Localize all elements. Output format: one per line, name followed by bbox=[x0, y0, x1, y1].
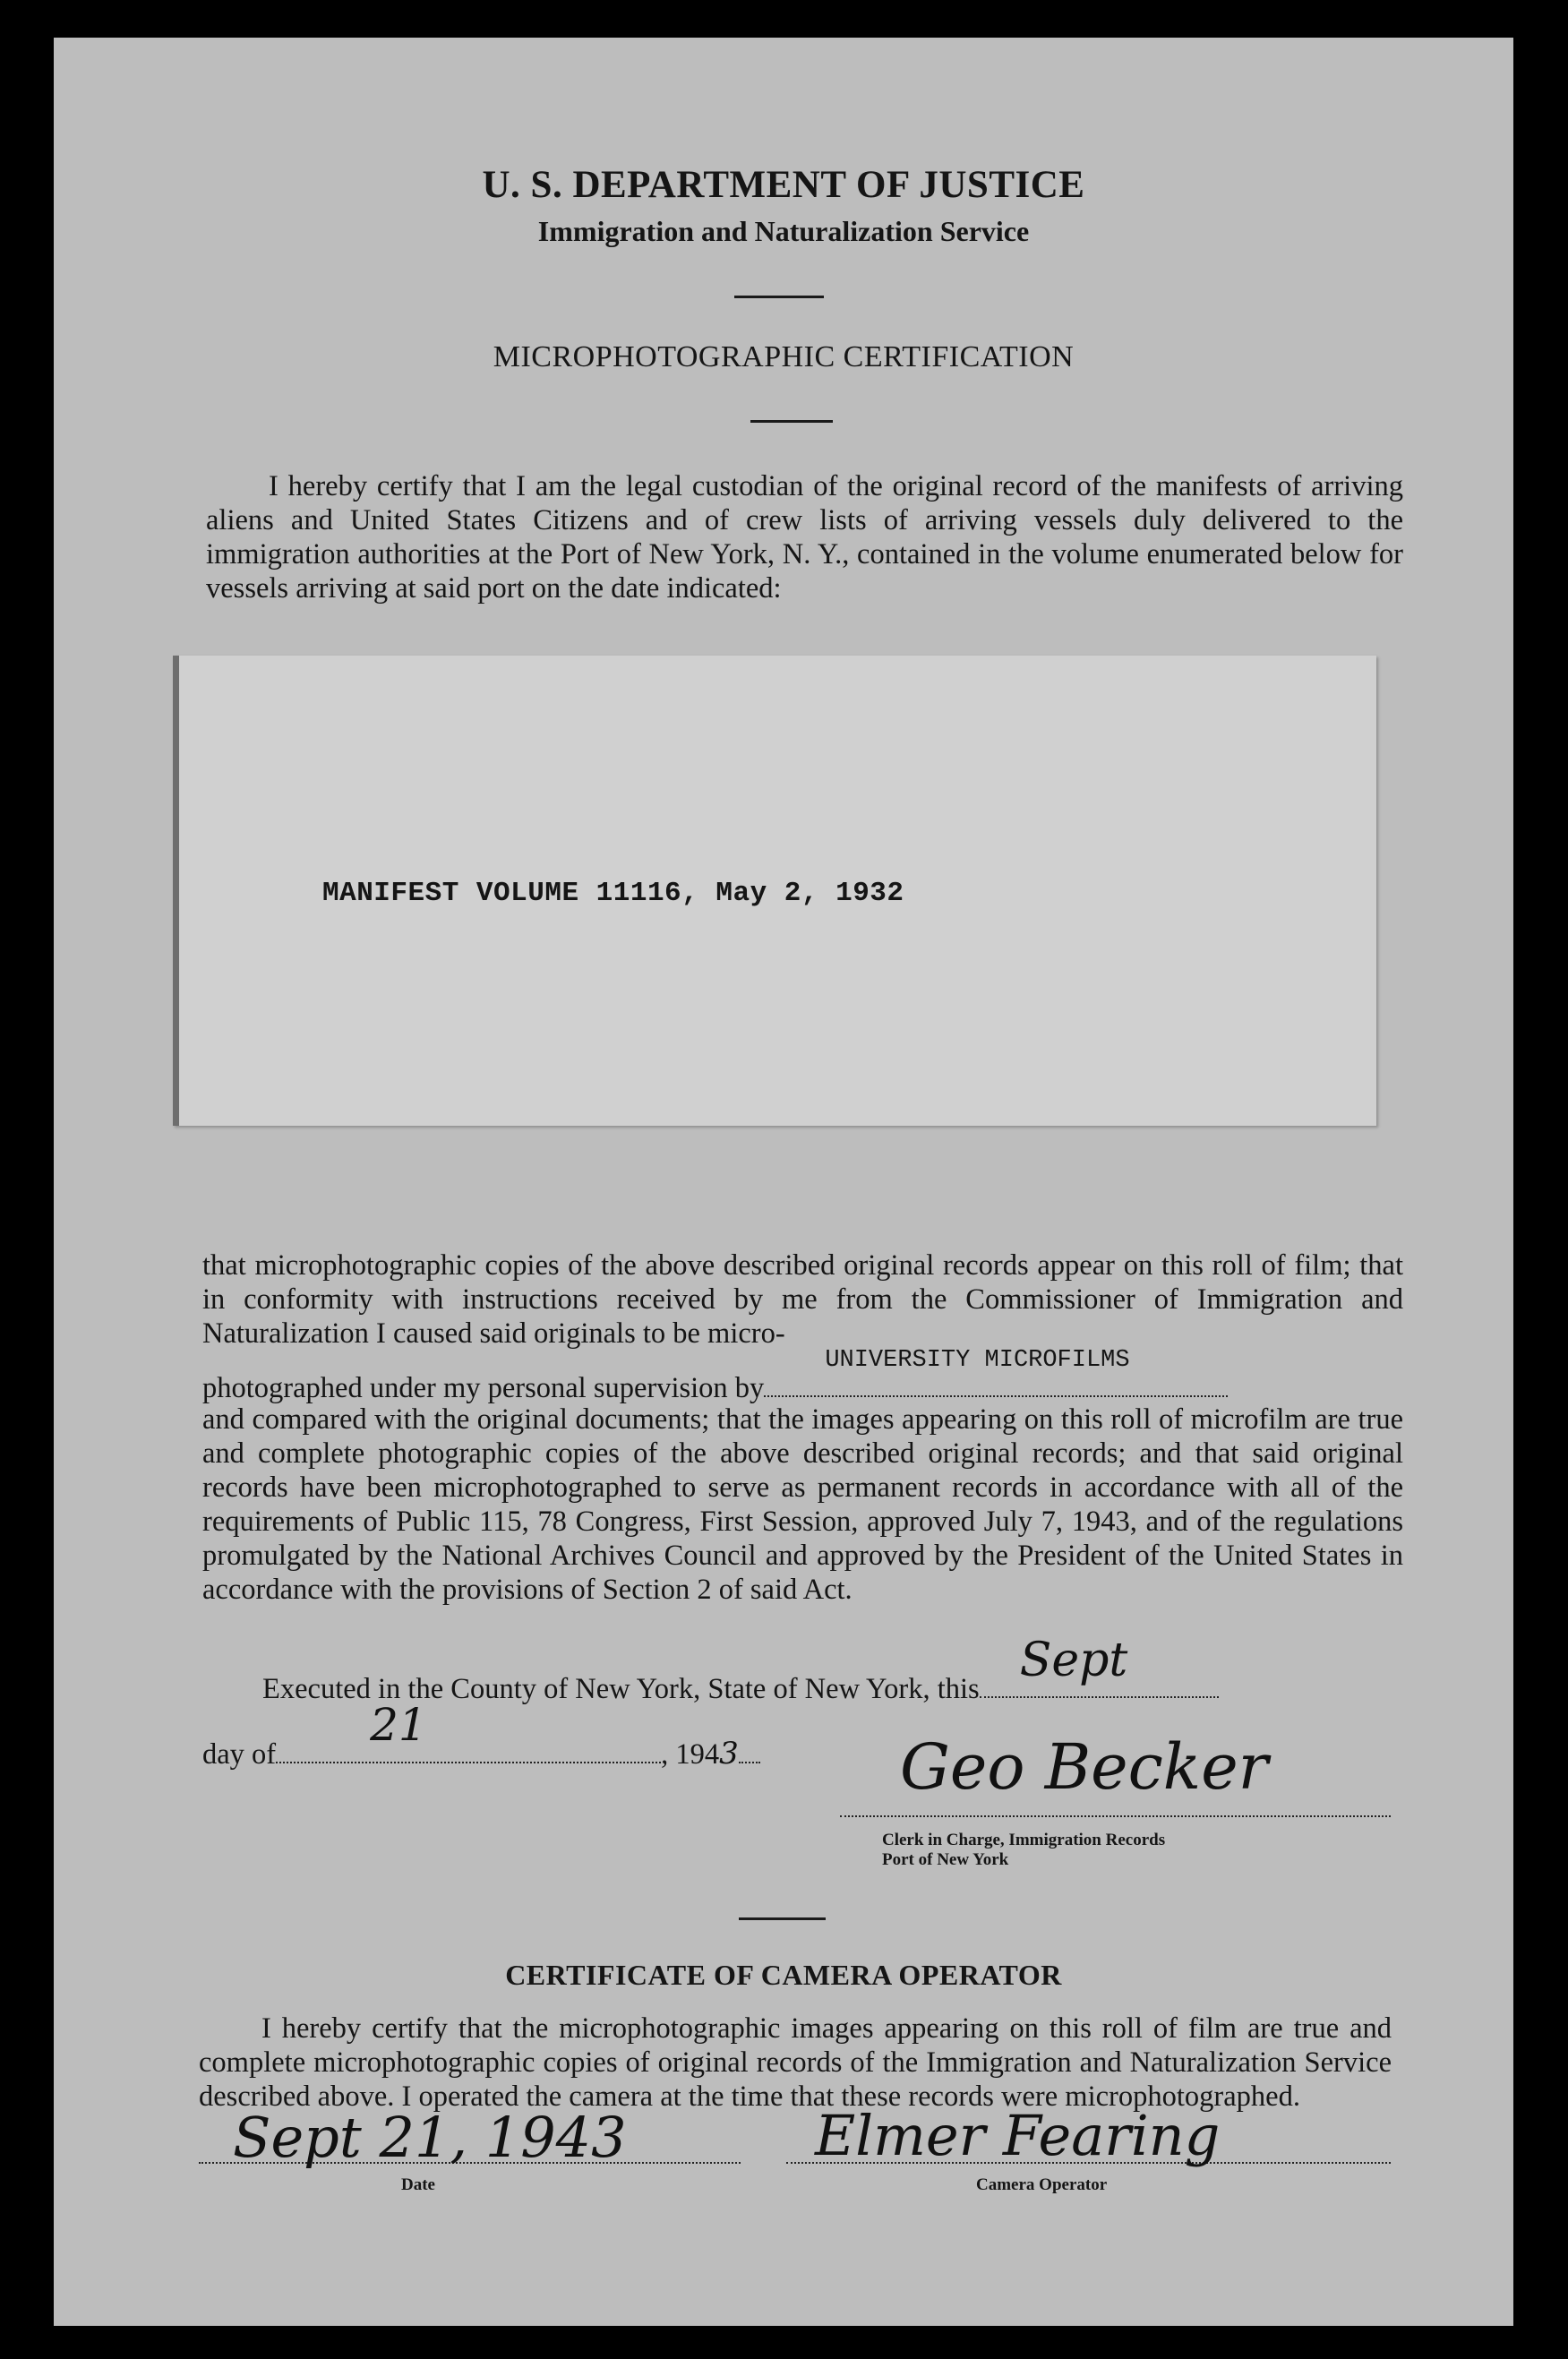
day-of-label: day of bbox=[202, 1738, 277, 1771]
date-handwritten: Sept 21, 1943 bbox=[233, 2105, 627, 2170]
manifest-volume-label: MANIFEST VOLUME 11116, May 2, 1932 bbox=[322, 878, 904, 909]
certification-heading: MICROPHOTOGRAPHIC CERTIFICATION bbox=[493, 340, 1075, 373]
clerk-title: Clerk in Charge, Immigration Records bbox=[882, 1831, 1166, 1849]
certificate-page bbox=[54, 38, 1513, 2326]
intro-text: I hereby certify that I am the legal custodian of the original record of the manifests of arriving aliens and United States Citizens and of crew lists of arriving vessels duly delivered to the immigration authorities at the Port of New York, N. Y., contained in the volume enumerated below for vessels arriving at said port on the date indicated: bbox=[206, 470, 1403, 605]
supervision-line bbox=[202, 1347, 1228, 1405]
camera-operator-text: I hereby certify that the microphotographic images appearing on this roll of film are true and complete microphotographic copies of original records of the Immigration and Naturalization Service described above. I operated the camera at the time that these records were microphotographed. bbox=[199, 2012, 1392, 2113]
department-title: U. S. DEPARTMENT OF JUSTICE bbox=[482, 164, 1085, 206]
supervision-label: photographed under my personal supervision by bbox=[202, 1372, 765, 1404]
executed-label: Executed in the County of New York, State of New York, this bbox=[262, 1673, 980, 1705]
camera-operator-heading: CERTIFICATE OF CAMERA OPERATOR bbox=[505, 1959, 1062, 1991]
operator-label: Camera Operator bbox=[976, 2175, 1108, 2194]
date-label: Date bbox=[401, 2175, 435, 2194]
clerk-signature: Geo Becker bbox=[900, 1730, 1269, 1804]
year-prefix: , 194 bbox=[661, 1738, 720, 1771]
year-handwritten: 3 bbox=[719, 1736, 739, 1771]
service-subtitle: Immigration and Naturalization Service bbox=[537, 215, 1030, 247]
divider bbox=[739, 1917, 826, 1920]
camera-operator-paragraph bbox=[199, 2012, 1392, 2114]
intro-paragraph bbox=[206, 469, 1403, 605]
day-field bbox=[276, 1699, 661, 1763]
clerk-location: Port of New York bbox=[882, 1850, 1009, 1869]
supervisor-typed: UNIVERSITY MICROFILMS bbox=[825, 1347, 1130, 1374]
body-text-part1: that microphotographic copies of the above described original records appear on this roll of film; that in conformity with instructions received by me from the Commissioner of Immigration and Naturalization I caused said originals to be micro- bbox=[202, 1249, 1403, 1350]
divider bbox=[750, 420, 833, 423]
body-paragraph-part2 bbox=[202, 1403, 1403, 1607]
executed-month-field bbox=[980, 1634, 1219, 1698]
executed-month-handwritten: Sept bbox=[1019, 1634, 1128, 1687]
year-dots bbox=[739, 1735, 760, 1763]
day-of-line bbox=[202, 1699, 760, 1771]
operator-signature: Elmer Fearing bbox=[815, 2103, 1221, 2168]
body-text-part2: and compared with the original documents; that the images appearing on this roll of microfilm are true and complete photographic copies of the above described original records; and that said original records have been microphotographed to serve as permanent records in accordance with all of the requirements of Public 115, 78 Congress, First Session, approved July 7, 1943, and of the regulations promulgated by the National Archives Council and approved by the President of the United States in accordance with the provisions of Section 2 of said Act. bbox=[202, 1403, 1403, 1606]
divider bbox=[734, 296, 824, 298]
supervisor-field bbox=[764, 1347, 1228, 1397]
day-handwritten: 21 bbox=[370, 1699, 427, 1751]
clerk-signature-line bbox=[840, 1815, 1391, 1817]
body-paragraph-part1 bbox=[202, 1248, 1403, 1351]
